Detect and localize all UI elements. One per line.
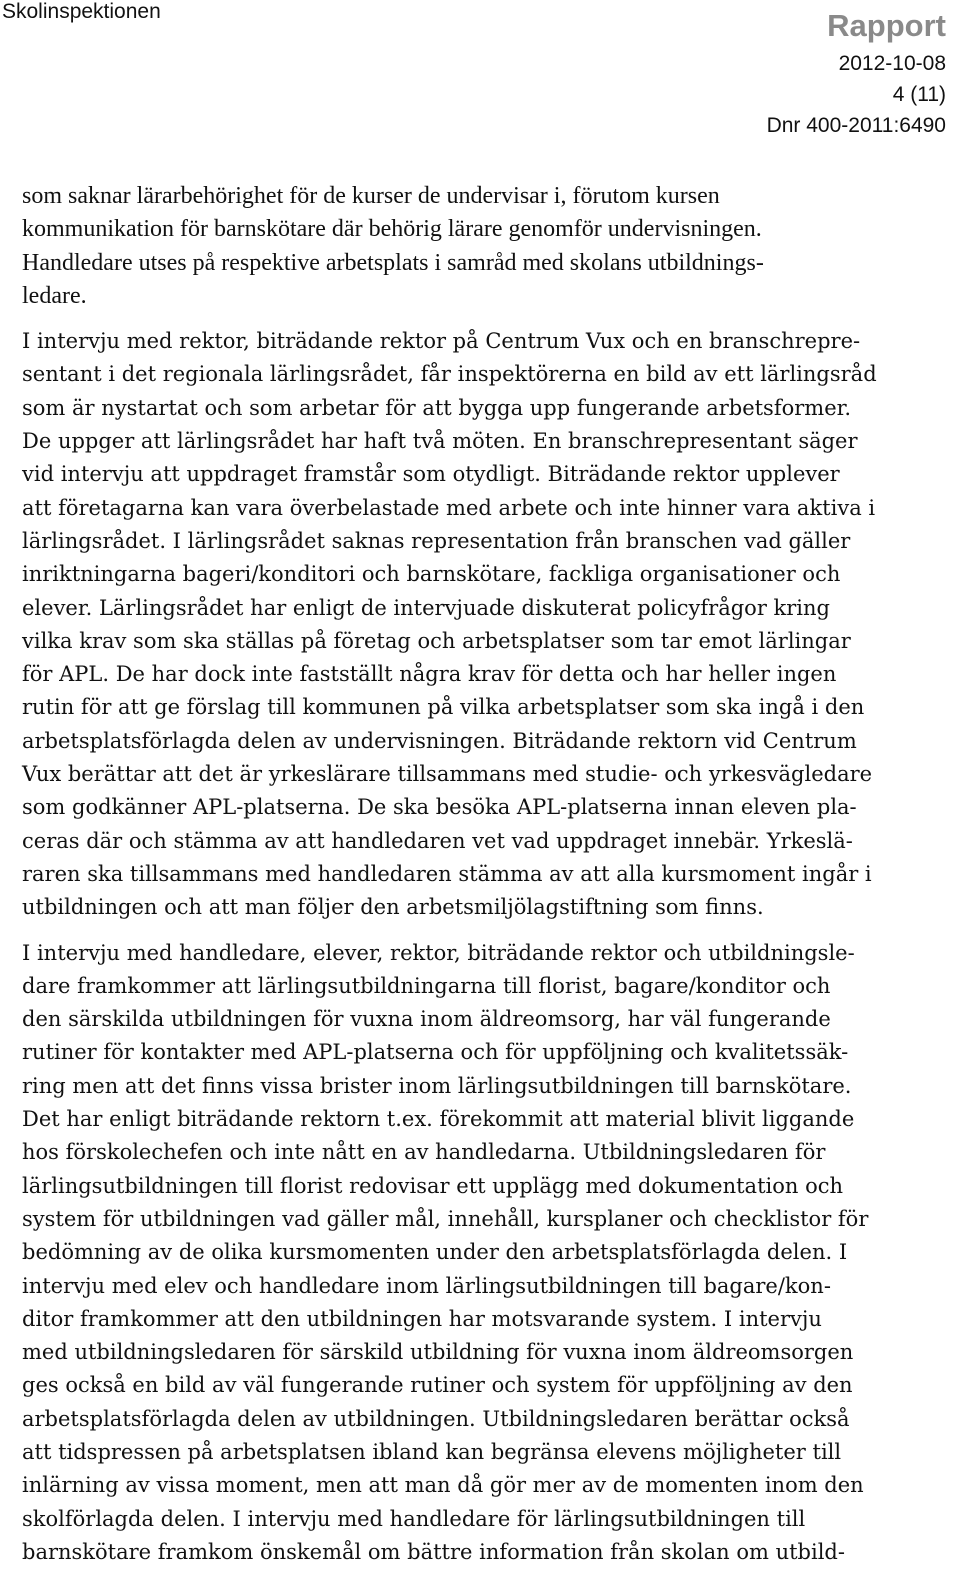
report-title: Rapport <box>827 8 946 43</box>
report-header <box>767 8 946 141</box>
paragraph-spacer <box>22 313 952 325</box>
registration-number: Dnr 400-2011:6490 <box>766 114 946 137</box>
report-date: 2012-10-08 <box>838 52 946 75</box>
page-number: 4 (11) <box>892 83 946 106</box>
document-body <box>22 180 952 1569</box>
paragraph-1: som saknar lärarbehörighet för de kurser de undervisar i, förutom kursen kommunikation för barnskötare där behörig lärare genomför undervisningen. Handledare utses på respektive arbetsplats i samråd med skolans utbildnings- ledare. <box>22 183 764 309</box>
organization-name: Skolinspektionen <box>2 0 161 23</box>
paragraph-2: I intervju med rektor, biträdande rektor på Centrum Vux och en branschrepre- sentant i det regionala lärlingsrådet, får inspektörerna en bild av ett lärlingsråd som är nystartat och som arbetar för att bygga upp fungerande arbetsformer. De uppger att lärlingsrådet har haft två möten. En branschrepresentant säger vid intervju att uppdraget framstår som otydligt. Biträdande rektor upplever att företagarna kan vara överbelastade med arbete och inte hinner vara aktiva i lärlingsrådet. I lärlingsrådet saknas representation från branschen vad gäller inriktningarna bageri/konditori och barnskötare, fackliga organisationer och elever. Lärlingsrådet har enligt de intervjuade diskuterat policyfrågor kring vilka krav som ska ställas på företag och arbetsplatser som tar emot lärlingar för APL. De har dock inte fastställt några krav för detta och har heller ingen rutin för att ge förslag till kommunen på vilka arbetsplatser som ska ingå i den arbetsplatsförlagda delen av undervisningen. Biträdande rektorn vid Centrum Vux berättar att det är yrkeslärare tillsammans med studie- och yrkesvägledare som godkänner APL-platserna. De ska besöka APL-platserna innan eleven pla- ceras där och stämma av att handledaren vet vad uppdraget innebär. Yrkeslä- raren ska tillsammans med handledaren stämma av att alla kursmoment ingår i utbildningen och att man följer den arbetsmiljölagstiftning som finns. <box>22 329 877 920</box>
paragraph-spacer <box>22 925 952 937</box>
paragraph-3: I intervju med handledare, elever, rektor, biträdande rektor och utbildningsle- dare framkommer att lärlingsutbildningarna till florist, bagare/konditor och den särskilda utbildningen för vuxna inom äldreomsorg, har väl fungerande rutiner för kontakter med APL-platserna och för uppföljning och kvalitetssäk- ring men att det finns vissa brister inom lärlingsutbildningen till barnskötare. Det har enligt biträdande rektorn t.ex. förekommit att material blivit liggande hos förskolechefen och inte nått en av handledarna. Utbildningsledaren för lärlingsutbildningen till florist redovisar ett upplägg med dokumentation och system för utbildningen vad gäller mål, innehåll, kursplaner och checklistor för bedömning av de olika kursmomenten under den arbetsplatsförlagda delen. I intervju med elev och handledare inom lärlingsutbildningen till bagare/kon- ditor framkommer att den utbildningen har motsvarande system. I intervju med utbildningsledaren för särskild utbildning för vuxna inom äldreomsorgen ges också en bild av väl fungerande rutiner och system för uppföljning av den arbetsplatsförlagda delen av utbildningen. Utbildningsledaren berättar också att tidspressen på arbetsplatsen ibland kan begränsa elevens möjligheter till inlärning av vissa moment, men att man då gör mer av de momenten inom den skolförlagda delen. I intervju med handledare för lärlingsutbildningen till barnskötare framkom önskemål om bättre information från skolan om utbild- <box>22 940 869 1564</box>
